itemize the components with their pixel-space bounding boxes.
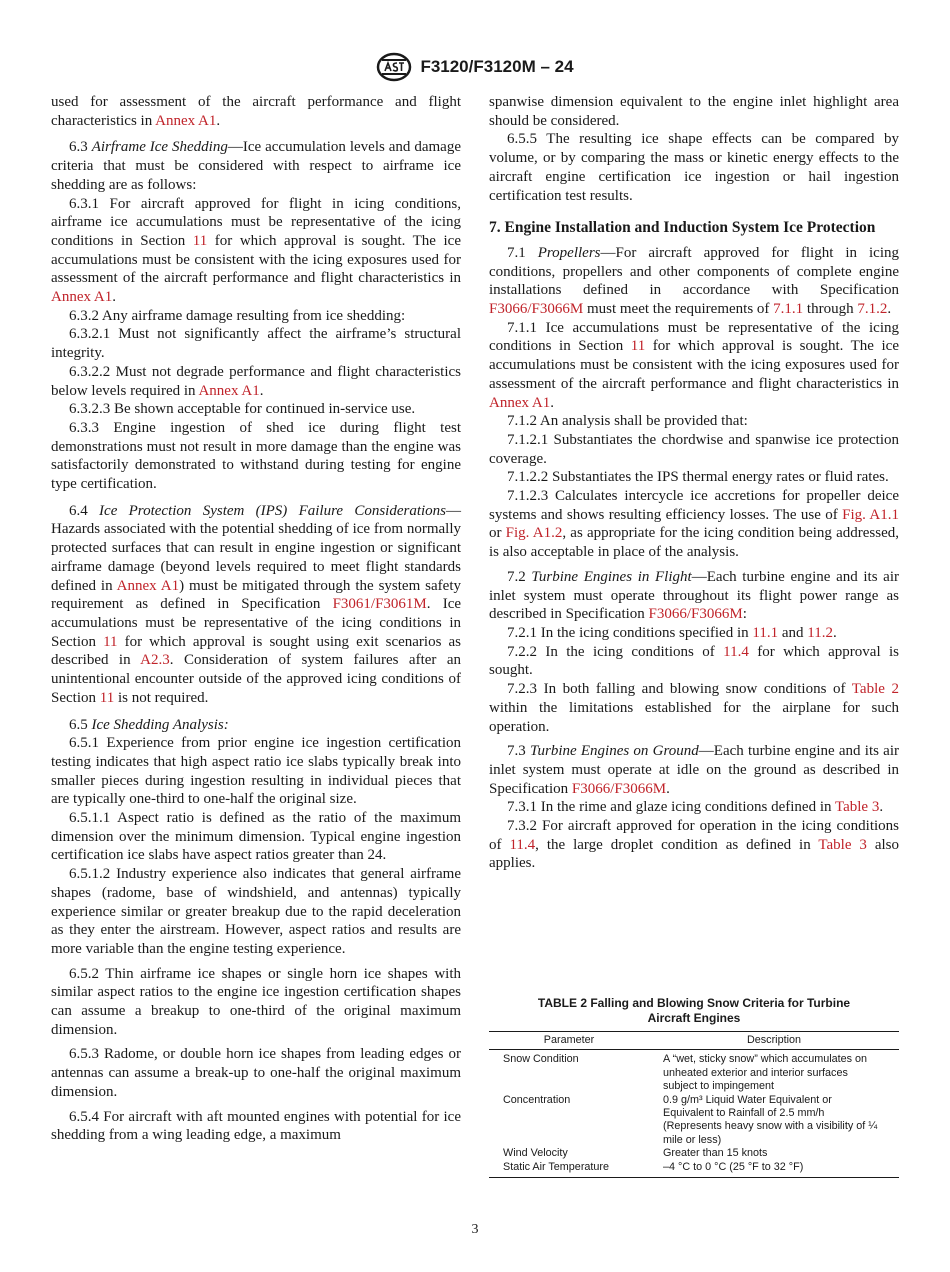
ref-table-2[interactable]: Table 2	[851, 681, 899, 698]
paragraph-6-5-1: 6.5.1 Experience from prior engine ice ingestion certification testing indicates that high aspect ratio ice slabs typically break into smaller pieces during ingestion resulting in individual pieces that are typically one-third to one-half the original size.	[51, 735, 461, 808]
ref-annex-a1[interactable]: Annex A1	[155, 112, 217, 129]
paragraph-7-3-1: 7.3.1 In the rime and glaze icing conditions defined in Table 3.	[507, 799, 884, 816]
paragraph-7-1-2-3: 7.1.2.3 Calculates intercycle ice accretions for propeller deice systems and shows resulting efficiency losses. The use of Fig. A1.1 or Fig. A1.2, as appropriate for the icing condition being addressed, is also acceptable in place of the analysis.	[489, 488, 900, 561]
paragraph-6-3-2-2: 6.3.2.2 Must not degrade performance and flight characteristics below levels required in Annex A1.	[51, 363, 461, 399]
paragraph-6-5-4: 6.5.4 For aircraft with aft mounted engines with potential for ice shedding from a wing leading edge, a maximum	[51, 1108, 461, 1144]
paragraph-6-5-3: 6.5.3 Radome, or double horn ice shapes from leading edges or antennas can assume a break-up to one-half the original maximum dimension.	[51, 1046, 461, 1100]
cell-description: 0.9 g/m³ Liquid Water Equivalent or Equivalent to Rainfall of 2.5 mm/h (Represents heavy snow with a visibility of ¼ mile or less)	[663, 1093, 878, 1146]
ref-annex-a1[interactable]: Annex A1	[198, 382, 260, 399]
paragraph-6-3-2-1: 6.3.2.1 Must not significantly affect the airframe’s structural integrity.	[51, 326, 461, 362]
ref-11-2[interactable]: 11.2	[807, 624, 833, 641]
ref-section-11[interactable]: 11	[99, 689, 115, 706]
ref-7-1-2[interactable]: 7.1.2	[857, 301, 888, 318]
cell-parameter: Static Air Temperature	[489, 1161, 649, 1178]
cell-description: –4 °C to 0 °C (25 °F to 32 °F)	[649, 1161, 899, 1178]
paragraph-7-1-2-2: 7.1.2.2 Substantiates the IPS thermal energy rates or fluid rates.	[507, 469, 889, 486]
ref-f3066[interactable]: F3066/F3066M	[571, 780, 667, 797]
paragraph-6-5-1-1: 6.5.1.1 Aspect ratio is defined as the ratio of the maximum dimension over the minimum dimension. Typical engine ingestion certification ice slabs have aspect ratios greater than 24.	[51, 810, 461, 864]
ref-7-1-1[interactable]: 7.1.1	[773, 301, 804, 318]
paragraph-cont: spanwise dimension equivalent to the engine inlet highlight area should be considered.	[489, 94, 899, 129]
paragraph-6-5-2: 6.5.2 Thin airframe ice shapes or single horn ice shapes with similar aspect ratios to the engine ice ingestion certification shapes can assume a breakup to one-third of the original maximum dimension.	[51, 965, 461, 1038]
ref-fig-a1-1[interactable]: Fig. A1.1	[842, 506, 899, 523]
paragraph-6-3-2-3: 6.3.2.3 Be shown acceptable for continued in-service use.	[69, 401, 416, 418]
ref-section-11[interactable]: 11	[192, 232, 208, 249]
ref-annex-a1[interactable]: Annex A1	[51, 289, 113, 306]
paragraph-6-5: 6.5 Ice Shedding Analysis:	[69, 716, 229, 733]
table-row	[489, 1094, 899, 1148]
ref-annex-a1[interactable]: Annex A1	[489, 394, 551, 411]
paragraph-6-3-3: 6.3.3 Engine ingestion of shed ice during flight test demonstrations must not result in more damage than the engine was satisfactorily demonstrated to withstand during testing for engine type certification.	[51, 419, 461, 493]
table-title: TABLE 2 Falling and Blowing Snow Criteria for Turbine Aircraft Engines	[537, 996, 851, 1025]
cell-parameter: Wind Velocity	[503, 1147, 568, 1160]
paragraph-7-2-1: 7.2.1 In the icing conditions specified in 11.1 and 11.2.	[507, 624, 837, 641]
paragraph-7-3-2: 7.3.2 For aircraft approved for operation in the icing conditions of 11.4, the large droplet condition as defined in Table 3 also applies.	[489, 818, 899, 872]
ref-f3066[interactable]: F3066/F3066M	[648, 606, 743, 623]
paragraph-7-1-2: 7.1.2 An analysis shall be provided that:	[507, 413, 748, 430]
paragraph-7-2: 7.2 Turbine Engines in Flight—Each turbine engine and its air inlet system must operate throughout its flight power range as described in Specification F3066/F3066M:	[489, 568, 900, 623]
section-heading-7: 7. Engine Installation and Induction System Ice Protection	[489, 219, 876, 237]
cell-parameter: Snow Condition	[503, 1053, 579, 1066]
ref-a2-3[interactable]: A2.3	[140, 652, 170, 669]
table-header-row	[489, 1032, 899, 1050]
ref-table-3[interactable]: Table 3	[818, 836, 867, 853]
cell-description: Greater than 15 knots	[663, 1147, 768, 1160]
paragraph-6-5-1-2: 6.5.1.2 Industry experience also indicates that general airframe shapes (radome, base of windshield, and antennas) typically experience similar or greater breakup due to the rapid deceleration as they enter the airstream. However, aspect ratios and results are more variable than the engine testing experience.	[51, 866, 461, 957]
left-column	[51, 93, 461, 1145]
paragraph-6-3: 6.3 Airframe Ice Shedding—Ice accumulation levels and damage criteria that must be considered with respect to airframe ice shedding are as follows:	[51, 139, 461, 193]
ref-11-4[interactable]: 11.4	[509, 836, 536, 853]
column-header-parameter: Parameter	[489, 1032, 649, 1050]
ref-11-4[interactable]: 11.4	[723, 643, 749, 660]
paragraph-6-3-2: 6.3.2 Any airframe damage resulting from ice shedding:	[69, 307, 406, 324]
right-column	[489, 93, 899, 873]
ref-section-11[interactable]: 11	[630, 338, 646, 355]
astm-logo-icon	[376, 52, 412, 82]
table-row	[489, 1147, 899, 1160]
paragraph-7-3: 7.3 Turbine Engines on Ground—Each turbine engine and its air inlet system must operate at idle on the ground as described in Specification F3066/F3066M.	[489, 743, 900, 797]
paragraph-cont: used for assessment of the aircraft performance and flight characteristics in Annex A1.	[51, 94, 461, 129]
column-header-description: Description	[649, 1032, 899, 1050]
paragraph-7-2-3: 7.2.3 In both falling and blowing snow conditions of Table 2 within the limitations established for the airplane for such operation.	[489, 681, 899, 735]
ref-f3061[interactable]: F3061/F3061M	[332, 596, 427, 613]
paragraph-7-1-1: 7.1.1 Ice accumulations must be representative of the icing conditions in Section 11 for which approval is sought. The ice accumulations must be consistent with the icing exposures used for assessment of the aircraft performance and flight characteristics in Annex A1.	[489, 319, 899, 411]
paragraph-6-4: 6.4 Ice Protection System (IPS) Failure Considerations—Hazards associated with the potential shedding of ice from normally protected surfaces that can result in engine ingestion or significant airframe damage (beyond levels required to meet flight standards defined in Annex A1) must be mitigated through the system safety requirement as defined in Specification F3061/F3061M. Ice accumulations must be representative of the icing conditions in Section 11 for which approval is sought using exit scenarios as described in A2.3. Consideration of system failures after an unintentional encounter outside of the approved icing conditions of Section 11 is not required.	[51, 502, 462, 706]
table-row	[489, 1161, 899, 1178]
cell-description: A “wet, sticky snow” which accumulates on unheated exterior and interior surfaces subject to impingement	[663, 1053, 868, 1093]
paragraph-7-1-2-1: 7.1.2.1 Substantiates the chordwise and spanwise ice protection coverage.	[489, 431, 899, 467]
ref-annex-a1[interactable]: Annex A1	[116, 577, 180, 594]
paragraph-7-1: 7.1 Propellers—For aircraft approved for flight in icing conditions, propellers and other components of complete engine installations defined in accordance with Specification F3066/F3066M must meet the requirements of 7.1.1 through 7.1.2.	[489, 244, 899, 318]
page-header	[0, 52, 950, 86]
ref-table-3[interactable]: Table 3	[834, 799, 880, 816]
cell-parameter: Concentration	[503, 1093, 571, 1106]
table-2	[489, 996, 899, 1178]
paragraph-6-3-1: 6.3.1 For aircraft approved for flight in icing conditions, airframe ice accumulations must be representative of the icing conditions in Section 11 for which approval is sought. The ice accumulations must be consistent with the icing exposures used for assessment of the aircraft performance and flight characteristics in Annex A1.	[51, 195, 461, 306]
ref-11-1[interactable]: 11.1	[752, 624, 779, 641]
ref-section-11[interactable]: 11	[103, 633, 118, 650]
standard-designation: F3120/F3120M – 24	[420, 57, 574, 76]
snow-criteria-table	[489, 1031, 899, 1178]
table-row	[489, 1050, 899, 1094]
ref-f3066[interactable]: F3066/F3066M	[489, 301, 584, 318]
paragraph-7-2-2: 7.2.2 In the icing conditions of 11.4 for which approval is sought.	[489, 643, 899, 679]
ref-fig-a1-2[interactable]: Fig. A1.2	[505, 525, 563, 542]
paragraph-6-5-5: 6.5.5 The resulting ice shape effects can be compared by volume, or by comparing the mass or kinetic energy effects to the aircraft engine certification ice ingestion or hail ingestion certification test results.	[489, 131, 899, 204]
page-number: 3	[471, 1222, 479, 1237]
